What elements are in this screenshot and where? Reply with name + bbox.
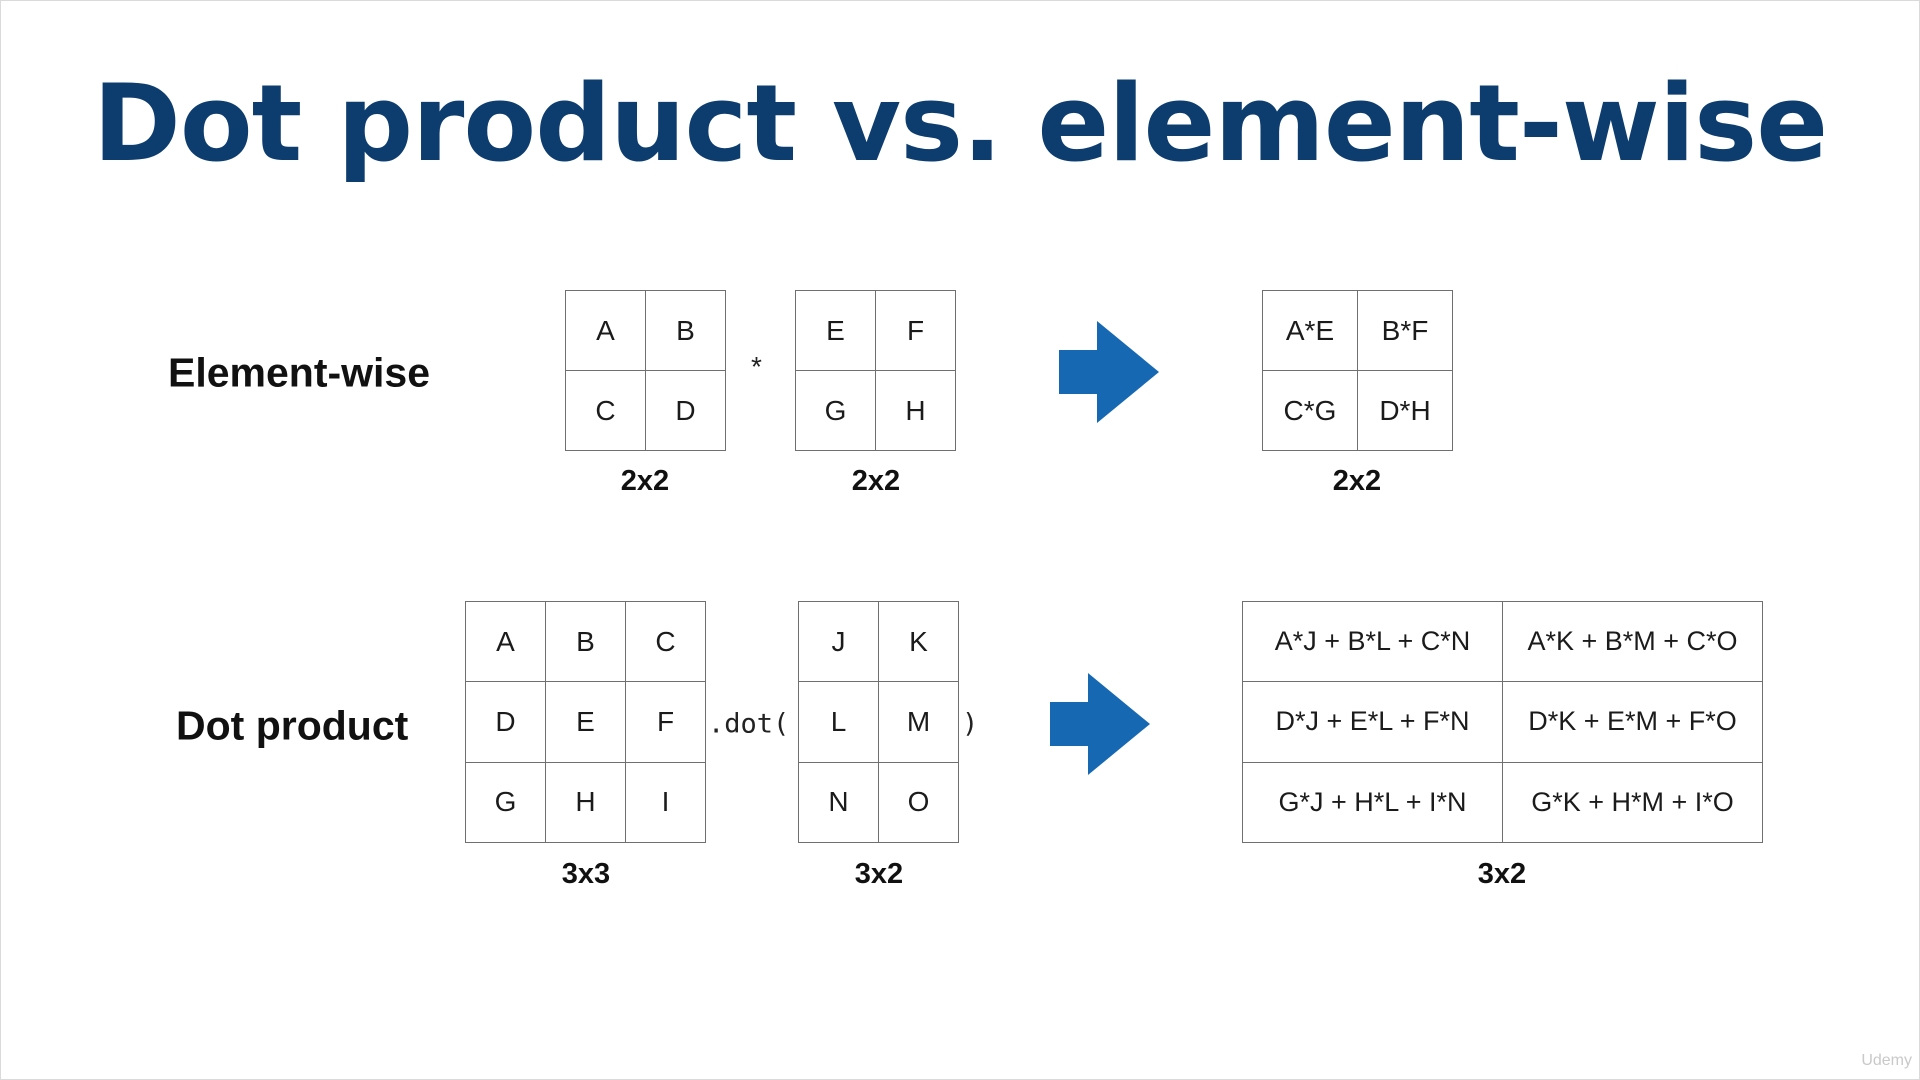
matrix-cell: N <box>799 762 879 842</box>
matrix-cell: J <box>799 602 879 682</box>
matrix-cell: D*J + E*L + F*N <box>1243 682 1503 762</box>
matrix-cell: G*K + H*M + I*O <box>1503 762 1763 842</box>
matrix-cell: G <box>796 371 876 451</box>
matrix-cell: B <box>646 291 726 371</box>
arrow-right-icon <box>1059 321 1159 423</box>
dot-product-matrix-result <box>1242 601 1763 843</box>
matrix-cell: F <box>626 682 706 762</box>
matrix-row <box>466 762 706 842</box>
matrix-cell: E <box>796 291 876 371</box>
matrix-cell: F <box>876 291 956 371</box>
element-wise-matrix-result <box>1262 290 1453 451</box>
element-wise-right-dim: 2x2 <box>851 465 901 497</box>
matrix-cell: D <box>466 682 546 762</box>
dot-product-right-dim: 3x2 <box>854 858 904 890</box>
matrix-row <box>1263 291 1453 371</box>
matrix-cell: A*E <box>1263 291 1358 371</box>
dot-function-open: .dot( <box>708 708 790 740</box>
matrix-row <box>796 371 956 451</box>
matrix-row <box>1243 682 1763 762</box>
matrix-row <box>796 291 956 371</box>
matrix-row <box>466 602 706 682</box>
arrow-right-icon <box>1050 673 1150 775</box>
matrix-cell: C*G <box>1263 371 1358 451</box>
matrix-row <box>566 371 726 451</box>
multiply-operator: * <box>751 351 762 382</box>
dot-product-matrix-right <box>798 601 959 843</box>
matrix-row <box>1243 762 1763 842</box>
matrix-cell: I <box>626 762 706 842</box>
element-wise-result-dim: 2x2 <box>1332 465 1382 497</box>
matrix-cell: H <box>876 371 956 451</box>
element-wise-label: Element-wise <box>168 349 431 396</box>
dot-product-result-dim: 3x2 <box>1477 858 1527 890</box>
matrix-row <box>799 602 959 682</box>
matrix-cell: D*K + E*M + F*O <box>1503 682 1763 762</box>
element-wise-left-dim: 2x2 <box>620 465 670 497</box>
matrix-cell: H <box>546 762 626 842</box>
udemy-watermark: Udemy <box>1861 1052 1912 1069</box>
matrix-cell: A*J + B*L + C*N <box>1243 602 1503 682</box>
matrix-cell: A <box>466 602 546 682</box>
matrix-row <box>799 762 959 842</box>
matrix-cell: G*J + H*L + I*N <box>1243 762 1503 842</box>
dot-product-label: Dot product <box>176 702 409 749</box>
element-wise-matrix-left <box>565 290 726 451</box>
matrix-cell: D*H <box>1358 371 1453 451</box>
matrix-cell: A*K + B*M + C*O <box>1503 602 1763 682</box>
element-wise-matrix-right <box>795 290 956 451</box>
matrix-row <box>1243 602 1763 682</box>
matrix-cell: C <box>566 371 646 451</box>
matrix-row <box>1263 371 1453 451</box>
matrix-row <box>799 682 959 762</box>
matrix-cell: B <box>546 602 626 682</box>
slide-title: Dot product vs. element-wise <box>92 62 1828 185</box>
matrix-cell: M <box>879 682 959 762</box>
matrix-cell: E <box>546 682 626 762</box>
matrix-row <box>466 682 706 762</box>
matrix-cell: B*F <box>1358 291 1453 371</box>
matrix-cell: A <box>566 291 646 371</box>
matrix-cell: K <box>879 602 959 682</box>
matrix-cell: G <box>466 762 546 842</box>
dot-product-matrix-left <box>465 601 706 843</box>
dot-product-left-dim: 3x3 <box>561 858 611 890</box>
matrix-cell: L <box>799 682 879 762</box>
matrix-cell: C <box>626 602 706 682</box>
matrix-row <box>566 291 726 371</box>
matrix-cell: O <box>879 762 959 842</box>
dot-function-close: ) <box>962 708 979 740</box>
matrix-cell: D <box>646 371 726 451</box>
